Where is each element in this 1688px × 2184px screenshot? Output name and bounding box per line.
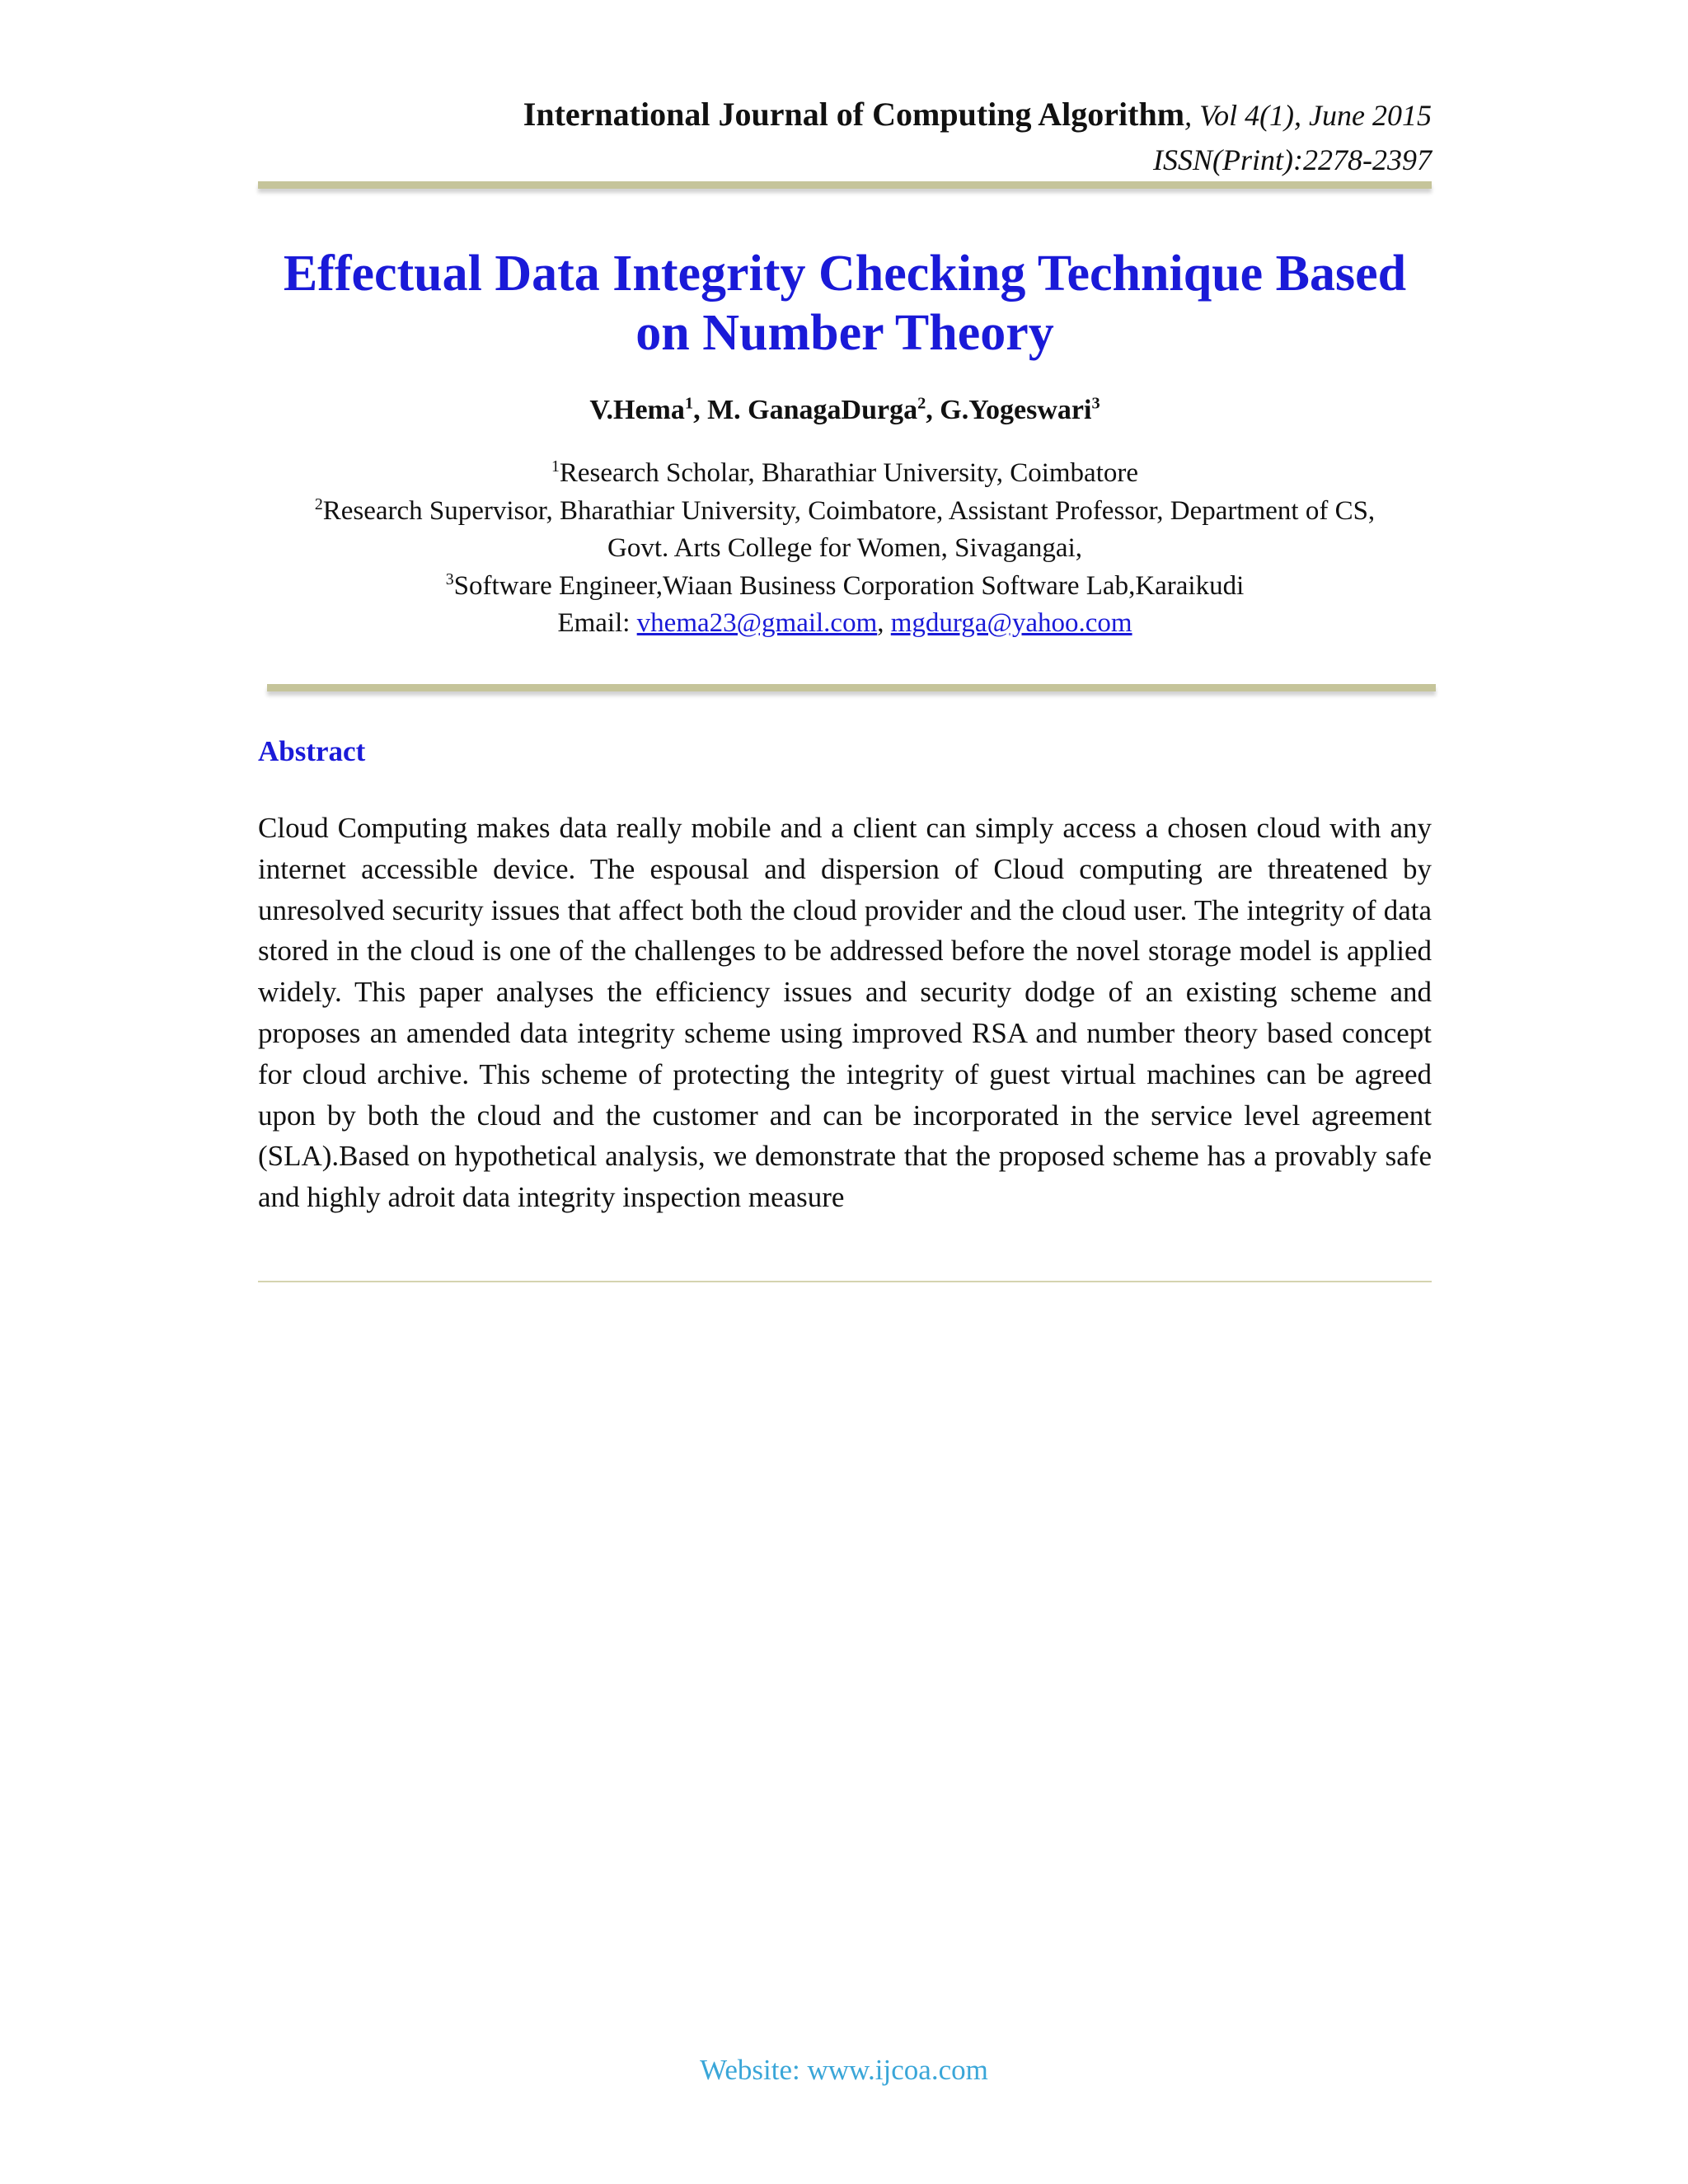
affiliation-text: Software Engineer,Wiaan Business Corporation Software Lab,Karaikudi <box>453 570 1245 601</box>
author-affiliation-marker: 3 <box>1091 394 1100 413</box>
author-affiliation-marker: 2 <box>917 394 926 413</box>
affiliation-marker: 2 <box>314 494 323 513</box>
title-divider <box>267 684 1436 691</box>
affiliation-line <box>258 455 1432 493</box>
author-name: V.Hema <box>589 395 685 425</box>
affiliation-text: Research Supervisor, Bharathiar University, Coimbatore, Assistant Professor, Department of CS, <box>322 495 1376 526</box>
abstract-divider <box>258 1281 1432 1282</box>
title-block <box>258 244 1432 643</box>
affiliation-line <box>258 493 1432 531</box>
affiliation-marker: 3 <box>445 569 454 588</box>
abstract-body: Cloud Computing makes data really mobile and a client can simply access a chosen cloud with any internet accessible device. The espousal and dispersion of Cloud computing are threatened by unresolved security issues that affect both the cloud provider and the cloud user. The integrity of data stored in the cloud is one of the challenges to be addressed before the novel storage model is applied widely. This paper analyses the efficiency issues and security dodge of an existing scheme and proposes an amended data integrity scheme using improved RSA and number theory based concept for cloud archive. This scheme of protecting the integrity of guest virtual machines can be agreed upon by both the cloud and the customer and can be incorporated in the service level agreement (SLA).Based on hypothetical analysis, we demonstrate that the proposed scheme has a provably safe and highly adroit data integrity inspection measure <box>258 812 1432 1214</box>
abstract-heading: Abstract <box>258 735 366 767</box>
affiliation-marker: 1 <box>551 457 560 476</box>
journal-issn: ISSN(Print):2278-2397 <box>1153 143 1432 176</box>
paper-title: Effectual Data Integrity Checking Technique Based on Number Theory <box>283 246 1407 361</box>
author-name: G.Yogeswari <box>940 395 1092 425</box>
journal-header <box>258 92 1432 182</box>
author-list <box>258 391 1432 430</box>
email-line <box>258 605 1432 643</box>
author-separator: , <box>926 395 940 425</box>
affiliation-line: Govt. Arts College for Women, Sivagangai, <box>607 533 1082 563</box>
email-separator: , <box>877 608 891 638</box>
email-label: Email: <box>557 608 637 638</box>
affiliation-line <box>258 568 1432 606</box>
email-link[interactable]: vhema23@gmail.com <box>636 608 878 638</box>
affiliations <box>258 455 1432 643</box>
author-affiliation-marker: 1 <box>684 394 694 413</box>
email-link[interactable]: mgdurga@yahoo.com <box>890 608 1132 638</box>
author-name: M. GanagaDurga <box>707 395 918 425</box>
footer-website: Website: www.ijcoa.com <box>700 2054 988 2086</box>
header-divider <box>258 181 1432 189</box>
affiliation-text: Research Scholar, Bharathiar University, Coimbatore <box>559 458 1139 488</box>
journal-volume: , Vol 4(1), June 2015 <box>1184 99 1432 132</box>
journal-citation-line <box>258 92 1432 138</box>
author-separator: , <box>693 395 708 425</box>
journal-name: International Journal of Computing Algorithm <box>523 96 1185 133</box>
